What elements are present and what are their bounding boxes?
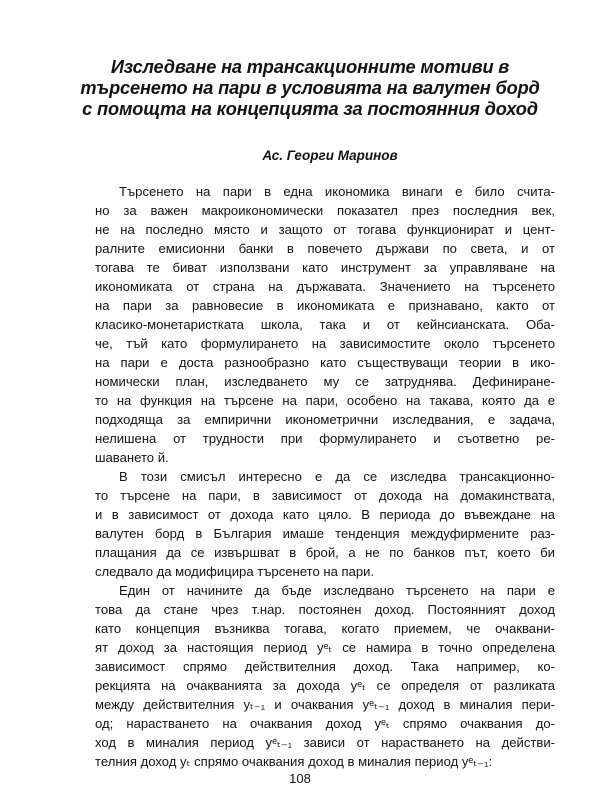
text-line: подходяща за емпирични иконометрични изследвания, е задача, [95,412,555,427]
text-line: следвало да модифицира търсенето на пари. [95,564,375,579]
text-line: В този смисъл интересно е да се изследва трансакционно- [119,469,555,484]
text-line: од; нарастването на очаквания доход yᵉₜ спрямо очаквания до- [95,716,555,731]
text-line: шаването й. [95,450,169,465]
text-line: но за важен макроикономически показател през последния век, [95,203,555,218]
text-line: номически план, изследването му се затруднява. Дефиниране- [95,374,555,389]
text-line: телния доход yₜ спрямо очаквания доход в миналия период yᵉₜ₋₁: [95,754,493,769]
text-line: Един от начините да бъде изследвано търсенето на пари е [119,583,555,598]
title-line: търсенето на пари в условията на валутен борд [80,78,540,98]
title-line: Изследване на трансакционните мотиви в [110,57,510,77]
article-body [95,182,555,771]
text-line: зависимост спрямо действителния доход. Така например, ко- [95,659,555,674]
text-line: валутен борд в България имаше тенденция междуфирмените раз- [95,526,555,541]
text-line: на пари е доста разнообразно като съществуващи теории в ико- [95,355,555,370]
text-line: че, тъй като формулирането на зависимостите около търсенето [95,336,555,351]
text-line: рекцията на очакванията за дохода yᵉₜ се определя от разликата [95,678,555,693]
text-line: като концепция възниква тогава, когато приемем, че очаквани- [95,621,555,636]
page-number: 108 [289,771,311,786]
text-line: тогава те биват използвани като инструмент за управляване на [95,260,555,275]
text-line: то на функция на търсене на пари, особено на такава, която да е [95,393,555,408]
text-line: то търсене на пари, в зависимост от дохода на домакинствата, [95,488,555,503]
text-line: на пари за равновесие в икономиката е признавано, както от [95,298,555,313]
text-line: икономиката от страна на държавата. Значението на търсенето [95,279,555,294]
text-line: плащания да се извършват в брой, а не по банков път, което би [95,545,555,560]
article-title [60,57,560,120]
text-line: нелишена от трудности при формулирането и съответно ре- [95,431,555,446]
text-line: Търсенето на пари в една икономика винаги е било счита- [119,184,555,199]
text-line: не на последно място и защото от тогава функционират и цент- [95,222,555,237]
text-line: и в зависимост от дохода като цяло. В периода до въвеждане на [95,507,555,522]
author-name: Ас. Георги Маринов [262,148,398,163]
text-line: това да стане чрез т.нар. постоянен доход. Постоянният доход [95,602,555,617]
text-line: между действителния yₜ₋₁ и очаквания yᵉₜ₋₁ доход в миналия пери- [95,697,555,712]
text-line: ход в миналия период yᵉₜ₋₁ зависи от нарастването на действи- [95,735,555,750]
text-line: класико-монетаристката школа, така и от кейнсианската. Оба- [95,317,555,332]
text-line: ралните емисионни банки в повечето държави по света, и от [95,241,555,256]
text-line: ят доход за настоящия период yᵉₜ се намира в точно определена [95,640,555,655]
title-line: с помощта на концепцията за постоянния доход [82,99,538,119]
